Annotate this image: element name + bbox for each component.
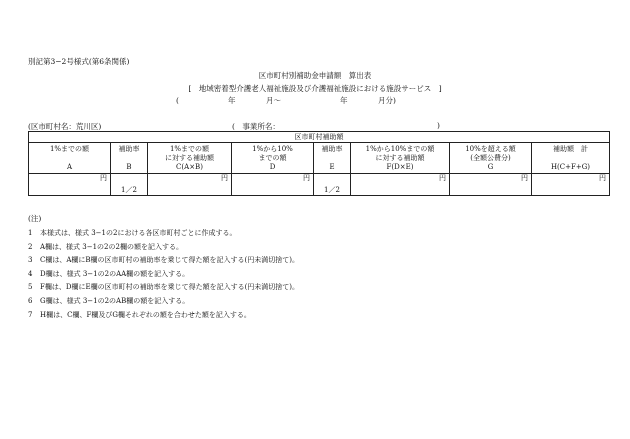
column-header-g-line2: (全額公費分) <box>470 153 511 162</box>
cell-g-bottom <box>450 185 532 196</box>
column-header-g-letter: G <box>487 162 494 171</box>
cell-c-bottom <box>148 185 232 196</box>
cell-f[interactable]: 円 <box>351 174 450 186</box>
form-reference: 別記第3−2号様式(第6条関係) <box>28 57 130 66</box>
cell-d[interactable]: 円 <box>232 174 314 186</box>
note-item <box>28 309 299 323</box>
cell-b-top <box>111 174 148 186</box>
cell-a-bottom <box>29 185 111 196</box>
column-header-c-line1: 1%までの額 <box>169 144 210 153</box>
period-month-label-2: 月分) <box>378 96 396 105</box>
note-number: 5 <box>28 283 33 292</box>
document-title: 区市町村別補助金申請額 算出表 <box>258 71 372 80</box>
period-open: ( <box>176 96 179 105</box>
note-text: H欄は、C欄、F欄及びG欄それぞれの額を合わせた額を記入する。 <box>40 310 251 319</box>
column-header-b-letter: B <box>126 162 132 171</box>
office-name-label[interactable]: ( 事業所名： <box>232 122 280 131</box>
column-header-e <box>314 143 351 174</box>
column-header-e-line2 <box>314 154 350 163</box>
note-text: D欄は、様式 3−1の2のAA欄の額を記入する。 <box>40 269 190 278</box>
column-header-f-line2: に対する補助額 <box>375 153 425 162</box>
cell-a[interactable]: 円 <box>29 174 111 186</box>
column-header-b <box>111 143 148 174</box>
column-header-h-line1: 補助額 計 <box>553 144 588 153</box>
note-text: 本様式は、様式 3−1の2における各区市町村ごとに作成する。 <box>40 229 237 237</box>
cell-h-bottom <box>532 185 610 196</box>
note-number: 1 <box>28 229 33 237</box>
column-header-c-line2: に対する補助額 <box>165 153 214 162</box>
column-header-d-line1: 1%から10% <box>252 144 293 153</box>
subsidy-calculation-table <box>28 131 610 196</box>
note-number: 4 <box>28 269 33 278</box>
period-year-label: 年 <box>228 96 236 105</box>
column-header-h-line2 <box>532 154 609 163</box>
notes-list <box>28 227 299 322</box>
column-header-d-letter: D <box>269 162 276 171</box>
note-item <box>28 281 299 295</box>
column-header-a <box>29 143 111 174</box>
column-header-e-line1: 補助率 <box>321 144 343 153</box>
note-number: 2 <box>28 242 33 251</box>
note-number: 3 <box>28 256 33 265</box>
notes-heading: (注) <box>28 214 42 223</box>
column-header-h <box>532 143 610 174</box>
column-header-a-line2 <box>29 154 110 163</box>
column-header-f-letter: F(D×E) <box>386 162 414 171</box>
column-header-f-line1: 1%から10%までの額 <box>365 144 435 153</box>
cell-d-bottom <box>232 185 314 196</box>
period-month-label: 月〜 <box>266 96 281 105</box>
cell-h[interactable]: 円 <box>532 174 610 186</box>
column-header-c <box>148 143 232 174</box>
period-line <box>176 95 396 106</box>
column-header-e-letter: E <box>329 162 335 171</box>
column-header-a-letter: A <box>66 162 73 171</box>
column-header-g-line1: 10%を超える額 <box>465 144 516 153</box>
note-item <box>28 254 299 268</box>
note-item <box>28 241 299 255</box>
column-header-b-line2 <box>111 154 147 163</box>
note-text: F欄は、D欄にE欄の区市町村の補助率を乗じて得た額を記入する(円未満切捨て)。 <box>40 283 300 292</box>
group-header: 区市町村補助額 <box>29 132 610 143</box>
note-number: 6 <box>28 296 33 305</box>
cell-e-top <box>314 174 351 186</box>
note-item <box>28 227 299 241</box>
note-item <box>28 268 299 282</box>
column-header-a-line1: 1%までの額 <box>49 144 90 153</box>
municipality-name: (区市町村名：荒川区) <box>28 122 102 131</box>
cell-e-rate: 1／2 <box>314 185 351 196</box>
note-text: A欄は、様式 3−1の2の2欄の額を記入する。 <box>40 242 183 251</box>
note-text: G欄は、様式 3−1の2のAB欄の額を記入する。 <box>40 296 190 305</box>
cell-c[interactable]: 円 <box>148 174 232 186</box>
column-header-c-letter: C(A×B) <box>176 162 203 171</box>
office-name-close: ) <box>437 121 440 130</box>
note-text: C欄は、A欄にB欄の区市町村の補助率を乗じて得た額を記入する(円未満切捨て)。 <box>40 256 300 265</box>
column-header-b-line1: 補助率 <box>118 144 140 153</box>
cell-g[interactable]: 円 <box>450 174 532 186</box>
period-year-label-2: 年 <box>340 96 348 105</box>
note-number: 7 <box>28 310 33 319</box>
column-header-d <box>232 143 314 174</box>
cell-f-bottom <box>351 185 450 196</box>
column-header-g <box>450 143 532 174</box>
document-subtitle: [ 地域密着型介護老人福祉施設及び介護福祉施設における施設サービス ] <box>188 84 442 93</box>
note-item <box>28 295 299 309</box>
column-header-f <box>351 143 450 174</box>
column-header-h-letter: H(C+F+G) <box>550 162 591 171</box>
column-header-d-line2: までの額 <box>258 153 287 162</box>
cell-b-rate: 1／2 <box>111 185 148 196</box>
